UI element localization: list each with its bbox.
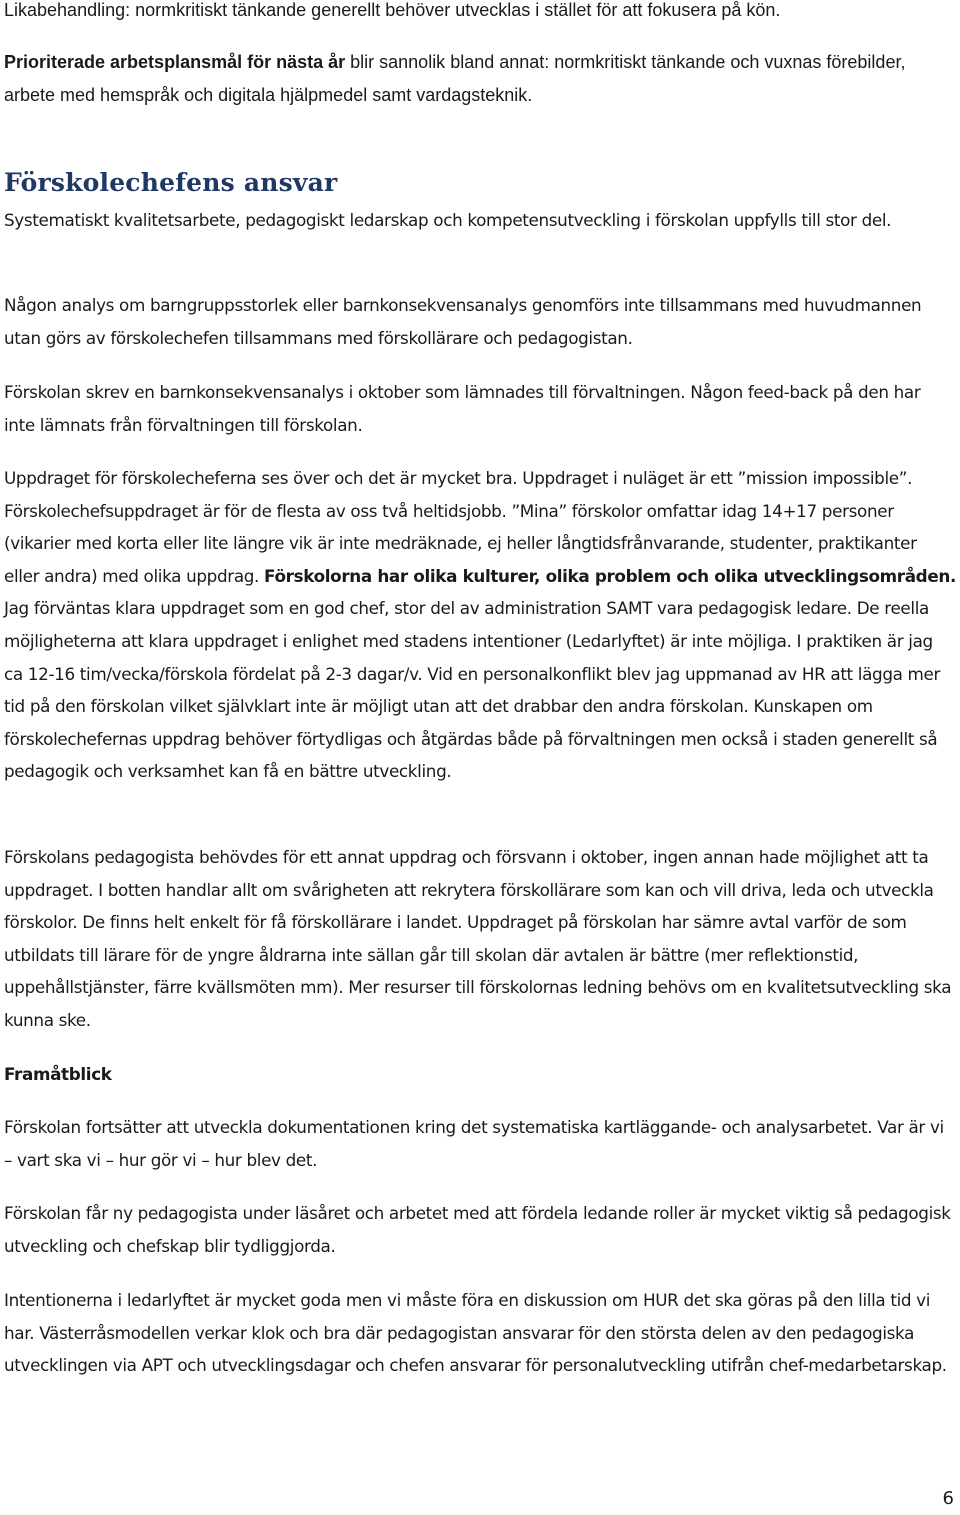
priorities-rest: blir sannolik bland annat: normkritiskt tänkande och vuxnas förebilder, arbete med hemspråk och digitala hjälpmedel samt vardagsteknik. <box>4 52 906 105</box>
section1-paragraph-4-part-a: Uppdraget för förskolecheferna ses över och det är mycket bra. Uppdraget i nuläget är ett ”mission impossible”. Förskolechefsuppdraget är för de flesta av oss två heltidsjobb. ”Mina” förskolor omfattar idag 14+17 personer (vikarier med korta eller lite längre vik är inte medräknade, ej heller långtidsfrånvarande, studenter, praktikanter eller andra) med olika uppdrag. <box>4 468 917 586</box>
section-heading-framatblick: Framåtblick <box>4 1064 112 1084</box>
section1-paragraph-4-part-b: Jag förväntas klara uppdraget som en god chef, stor del av administration SAMT vara pedagogisk ledare. De reella möjligheterna att klara uppdraget i enlighet med stadens intentioner (Ledarlyftet) är inte möjliga. I praktiken är jag ca 12-16 tim/vecka/förskola fördelat på 2-3 dagar/v. Vid en personalkonflikt blev jag uppmanad av HR att lägga mer tid på den förskolan vilket självklart inte är möjligt utan att det drabbar den andra förskolan. Kunskapen om förskolechefernas uppdrag behöver förtydligas och åtgärdas både på förvaltningen men också i staden generellt så pedagogik och verksamhet kan få en bättre utveckling. <box>4 598 941 782</box>
section-heading-forskolechefens-ansvar: Förskolechefens ansvar <box>4 168 338 197</box>
section1-paragraph-5: Förskolans pedagogista behövdes för ett annat uppdrag och försvann i oktober, ingen annan hade möjlighet att ta uppdraget. I botten handlar allt om svårigheten att rekrytera förskollärare som kan och vill driva, leda och utveckla förskolor. De finns helt enkelt för få förskollärare i landet. Uppdraget på förskolan har sämre avtal varför de som utbildats till lärare för de yngre åldrarna inte sällan går till skolan där avtalen är bättre (mer reflektionstid, uppehållstjänster, färre kvällsmöten mm). Mer resurser till förskolornas ledning behövs om en kvalitetsutveckling ska kunna ske. <box>4 847 952 1030</box>
likabehandling-line: Likabehandling: normkritiskt tänkande generellt behöver utvecklas i stället för att fokusera på kön. <box>4 0 781 20</box>
section2-paragraph-3: Intentionerna i ledarlyftet är mycket goda men vi måste föra en diskussion om HUR det ska göras på den lilla tid vi har. Västerråsmodellen verkar klok och bra där pedagogistan ansvarar för den största delen av den pedagogiska utvecklingen via APT och utvecklingsdagar och chefen ansvarar för personalutveckling utifrån chef-medarbetarskap. <box>4 1290 947 1376</box>
section1-paragraph-4-bold: Förskolorna har olika kulturer, olika problem och olika utvecklingsområden. <box>264 565 956 586</box>
section1-paragraph-3: Förskolan skrev en barnkonsekvensanalys i oktober som lämnades till förvaltningen. Någon feed-back på den har inte lämnats från förvaltningen till förskolan. <box>4 382 921 435</box>
priorities-bold: Prioriterade arbetsplansmål för nästa år <box>4 52 346 72</box>
section1-paragraph-4 <box>0 462 960 788</box>
section1-paragraph-1: Systematiskt kvalitetsarbete, pedagogiskt ledarskap och kompetensutveckling i förskolan uppfylls till stor del. <box>4 210 892 230</box>
section1-paragraph-2: Någon analys om barngruppsstorlek eller barnkonsekvensanalys genomförs inte tillsammans med huvudmannen utan görs av förskolechefen tillsammans med förskollärare och pedagogistan. <box>4 295 922 348</box>
priorities-paragraph <box>0 46 960 112</box>
section2-paragraph-1: Förskolan fortsätter att utveckla dokumentationen kring det systematiska kartläggande- och analysarbetet. Var är vi – vart ska vi – hur gör vi – hur blev det. <box>4 1117 944 1170</box>
section2-paragraph-2: Förskolan får ny pedagogista under läsåret och arbetet med att fördela ledande roller är mycket viktig så pedagogisk utveckling och chefskap blir tydliggjorda. <box>4 1203 951 1256</box>
page-number: 6 <box>942 1488 954 1509</box>
